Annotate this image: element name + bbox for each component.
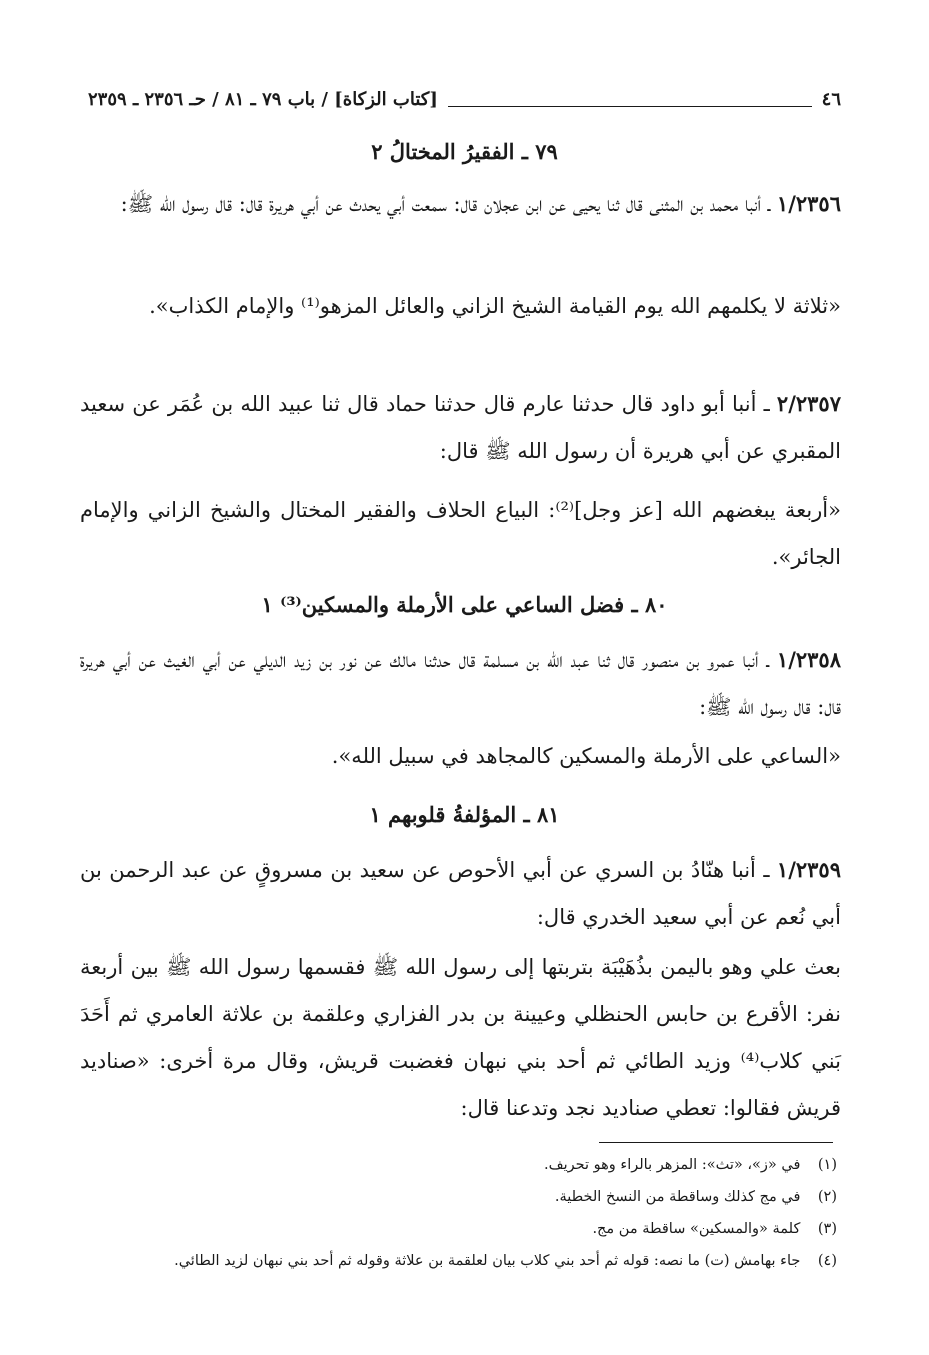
hadith-2358-matn: «الساعي على الأرملة والمسكين كالمجاهد في سبيل الله». xyxy=(331,744,841,768)
hadith-number: ١/٢٣٥٩ xyxy=(776,857,841,882)
footnote-3 xyxy=(80,1216,837,1243)
hadith-isnad: ـ أنبا هنّادُ بن السري عن أبي الأحوص عن سعيد بن مسروقٍ عن عبد الرحمن بن أبي نُعم عن أبي سعيد الخدري قال: xyxy=(80,858,841,929)
hadith-2359 xyxy=(80,846,841,941)
footnote-text: جاء بهامش (ت) ما نصه: قوله ثم أحد بني كلاب بيان لعلقمة بن علاثة وقوله ثم أحد بني نبهان لزيد الطائي. xyxy=(174,1253,801,1269)
footnote-rule xyxy=(599,1142,833,1143)
hadith-number: ٢/٢٣٥٧ xyxy=(776,391,841,416)
chapter-heading-79: ٧٩ ـ الفقيرُ المختالُ ٢ xyxy=(371,139,558,164)
footnote-2 xyxy=(80,1184,837,1211)
running-header xyxy=(88,82,841,112)
chapter-heading-81: ٨١ ـ المؤلفةُ قلوبهم ١ xyxy=(369,802,560,827)
footnote-1 xyxy=(80,1152,837,1179)
footnote-text: في «ز»، «تث»: المزهر بالراء وهو تحريف. xyxy=(544,1157,801,1173)
hadith-2359-matn: بعث علي وهو باليمن بذُهَيْبَة بتربتها إلى رسول الله ﷺ فقسمها رسول الله ﷺ بين أربعة نفر: الأقرع بن حابس الحنظلي وعيينة بن بدر الفزاري وعلقمة بن علاثة العامري ثم أَحَدَ بَني كلاب⁽⁴⁾ وزيد الطائي ثم أحد بني نبهان فغضبت قريش، وقال مرة أخرى: «صناديد قريش فقالوا: تعطي صناديد نجد وتدعنا قال: xyxy=(80,955,841,1120)
hadith-number: ١/٢٣٥٨ xyxy=(776,647,841,672)
footnote-4 xyxy=(80,1248,837,1275)
hadith-isnad: ـ أنبا أبو داود قال حدثنا عارم قال حدثنا حماد قال ثنا عبيد الله بن عُمَر عن سعيد المقبري عن أبي هريرة أن رسول الله ﷺ قال: xyxy=(80,392,841,463)
hadith-2357 xyxy=(80,380,841,475)
hadith-number: ١/٢٣٥٦ xyxy=(776,191,841,216)
footnote-text: كلمة «والمسكين» ساقطة من مج. xyxy=(592,1221,801,1237)
footnote-number: (٣) xyxy=(817,1221,837,1237)
header-rule xyxy=(448,106,812,107)
header-reference: [كتاب الزكاة] / باب ٧٩ ـ ٨١ / حـ ٢٣٥٦ ـ ٢٣٥٩ xyxy=(88,89,438,110)
page-number: ٤٦ xyxy=(821,89,841,110)
footnote-number: (١) xyxy=(817,1157,837,1173)
hadith-2356-matn: «ثلاثة لا يكلمهم الله يوم القيامة الشيخ الزاني والعائل المزهو⁽¹⁾ والإمام الكذاب». xyxy=(149,294,841,318)
hadith-2357-matn: «أربعة يبغضهم الله [عز وجل]⁽²⁾: البياع الحلاف والفقير المختال والشيخ الزاني والإمام الجائر». xyxy=(80,498,841,569)
hadith-2358 xyxy=(80,636,841,731)
footnote-number: (٢) xyxy=(817,1189,837,1205)
hadith-2356 xyxy=(80,180,841,228)
hadith-isnad: ـ أنبا محمد بن المثنى قال ثنا يحيى عن ابن عجلان قال: سمعت أبي يحدث عن أبي هريرة قال: قال رسول الله ﷺ: xyxy=(120,192,777,216)
hadith-isnad: ـ أنبا عمرو بن منصور قال ثنا عبد الله بن مسلمة قال حدثنا مالك عن نور بن زيد الديلي عن أبي الغيث عن أبي هريرة قال: قال رسول الله ﷺ: xyxy=(80,648,841,719)
footnote-text: في مج كذلك وساقطة من النسخ الخطية. xyxy=(554,1189,801,1205)
chapter-heading-80: ٨٠ ـ فضل الساعي على الأرملة والمسكين⁽³⁾ ١ xyxy=(261,592,668,617)
footnote-number: (٤) xyxy=(817,1253,837,1269)
